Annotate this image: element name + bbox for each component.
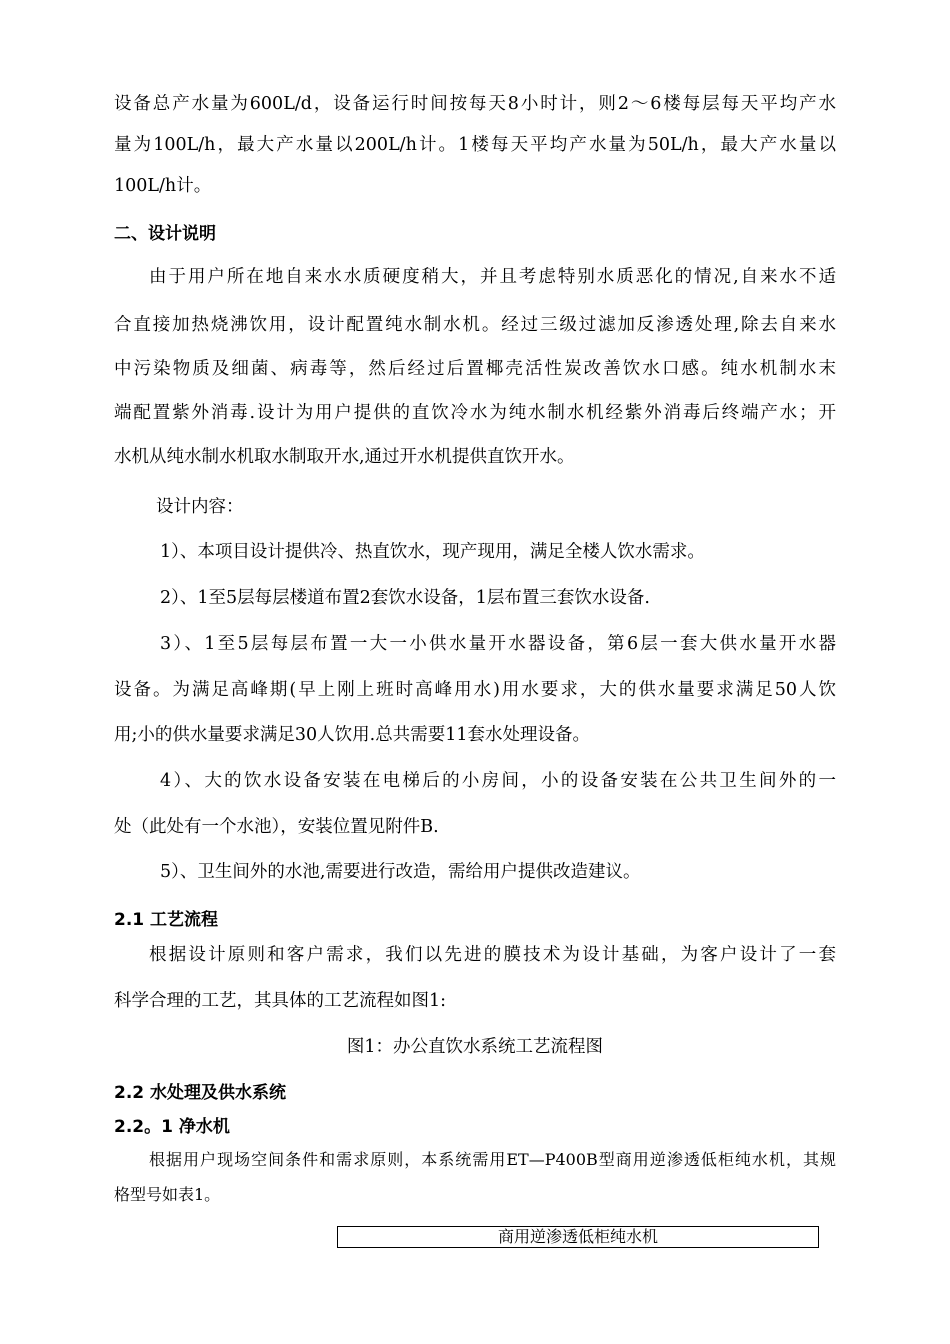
intro-paragraph-line2 bbox=[114, 133, 836, 157]
design-paragraph-line1 bbox=[149, 265, 836, 289]
text-line: 格型号如表1。 bbox=[114, 1185, 221, 1204]
section-heading-process: 2.1 工艺流程 bbox=[114, 910, 219, 930]
text-line: 由于用户所在地自来水水质硬度稍大，并且考虑特别水质恶化的情况,自来水不适 bbox=[149, 267, 836, 287]
text-line: 4）、大的饮水设备安装在电梯后的小房间，小的设备安装在公共卫生间外的一 bbox=[160, 771, 836, 791]
design-item-5: 5）、卫生间外的水池,需要进行改造，需给用户提供改造建议。 bbox=[160, 862, 641, 882]
subsection-heading-purifier: 2.2。1 净水机 bbox=[114, 1117, 230, 1137]
purifier-paragraph-line1 bbox=[149, 1148, 836, 1172]
text-line: 科学合理的工艺，其具体的工艺流程如图1: bbox=[114, 991, 447, 1011]
design-paragraph-line2 bbox=[114, 313, 836, 337]
text-line: 3）、1至5层每层布置一大一小供水量开水器设备，第6层一套大供水量开水器 bbox=[160, 634, 836, 654]
design-paragraph-line3 bbox=[114, 357, 836, 381]
text-line: 用;小的供水量要求满足30人饮用.总共需要11套水处理设备。 bbox=[114, 725, 590, 745]
design-item-2: 2）、1至5层每层楼道布置2套饮水设备，1层布置三套饮水设备. bbox=[160, 588, 650, 608]
text-line: 中污染物质及细菌、病毒等，然后经过后置椰壳活性炭改善饮水口感。纯水机制水末 bbox=[114, 359, 836, 379]
text-line: 处（此处有一个水池），安装位置见附件B. bbox=[114, 817, 439, 837]
text-line: 设备总产水量为600L/d，设备运行时间按每天8小时计，则2～6楼每层每天平均产水 bbox=[114, 94, 836, 114]
text-line: 水机从纯水制水机取水制取开水,通过开水机提供直饮开水。 bbox=[114, 447, 575, 467]
text-line: 100L/h计。 bbox=[114, 176, 212, 196]
section-heading-water-system: 2.2 水处理及供水系统 bbox=[114, 1083, 287, 1103]
table-title-cell: 商用逆渗透低柜纯水机 bbox=[337, 1226, 819, 1248]
text-line: 量为100L/h，最大产水量以200L/h计。1楼每天平均产水量为50L/h，最大产水量以 bbox=[114, 135, 836, 155]
design-item-1: 1）、本项目设计提供冷、热直饮水，现产现用，满足全楼人饮水需求。 bbox=[160, 542, 705, 562]
design-paragraph-line4 bbox=[114, 401, 836, 425]
text-line: 根据设计原则和客户需求，我们以先进的膜技术为设计基础，为客户设计了一套 bbox=[149, 945, 836, 965]
text-line: 端配置紫外消毒.设计为用户提供的直饮冷水为纯水制水机经紫外消毒后终端产水；开 bbox=[114, 403, 836, 423]
process-paragraph-line1 bbox=[149, 943, 836, 967]
intro-paragraph bbox=[114, 92, 836, 116]
design-item-3-line2 bbox=[114, 678, 836, 702]
figure-caption: 图1：办公直饮水系统工艺流程图 bbox=[346, 1037, 604, 1057]
section-heading-design: 二、设计说明 bbox=[114, 224, 216, 244]
design-item-3-line1 bbox=[160, 632, 836, 656]
text-line: 合直接加热烧沸饮用，设计配置纯水制水机。经过三级过滤加反渗透处理,除去自来水 bbox=[114, 315, 836, 335]
text-line: 根据用户现场空间条件和需求原则，本系统需用ET—P400B型商用逆渗透低柜纯水机，其规 bbox=[149, 1150, 836, 1169]
design-item-4-line1 bbox=[160, 769, 836, 793]
text-line: 设备。为满足高峰期(早上刚上班时高峰用水)用水要求，大的供水量要求满足50人饮 bbox=[114, 680, 836, 700]
design-content-label: 设计内容： bbox=[156, 497, 244, 517]
